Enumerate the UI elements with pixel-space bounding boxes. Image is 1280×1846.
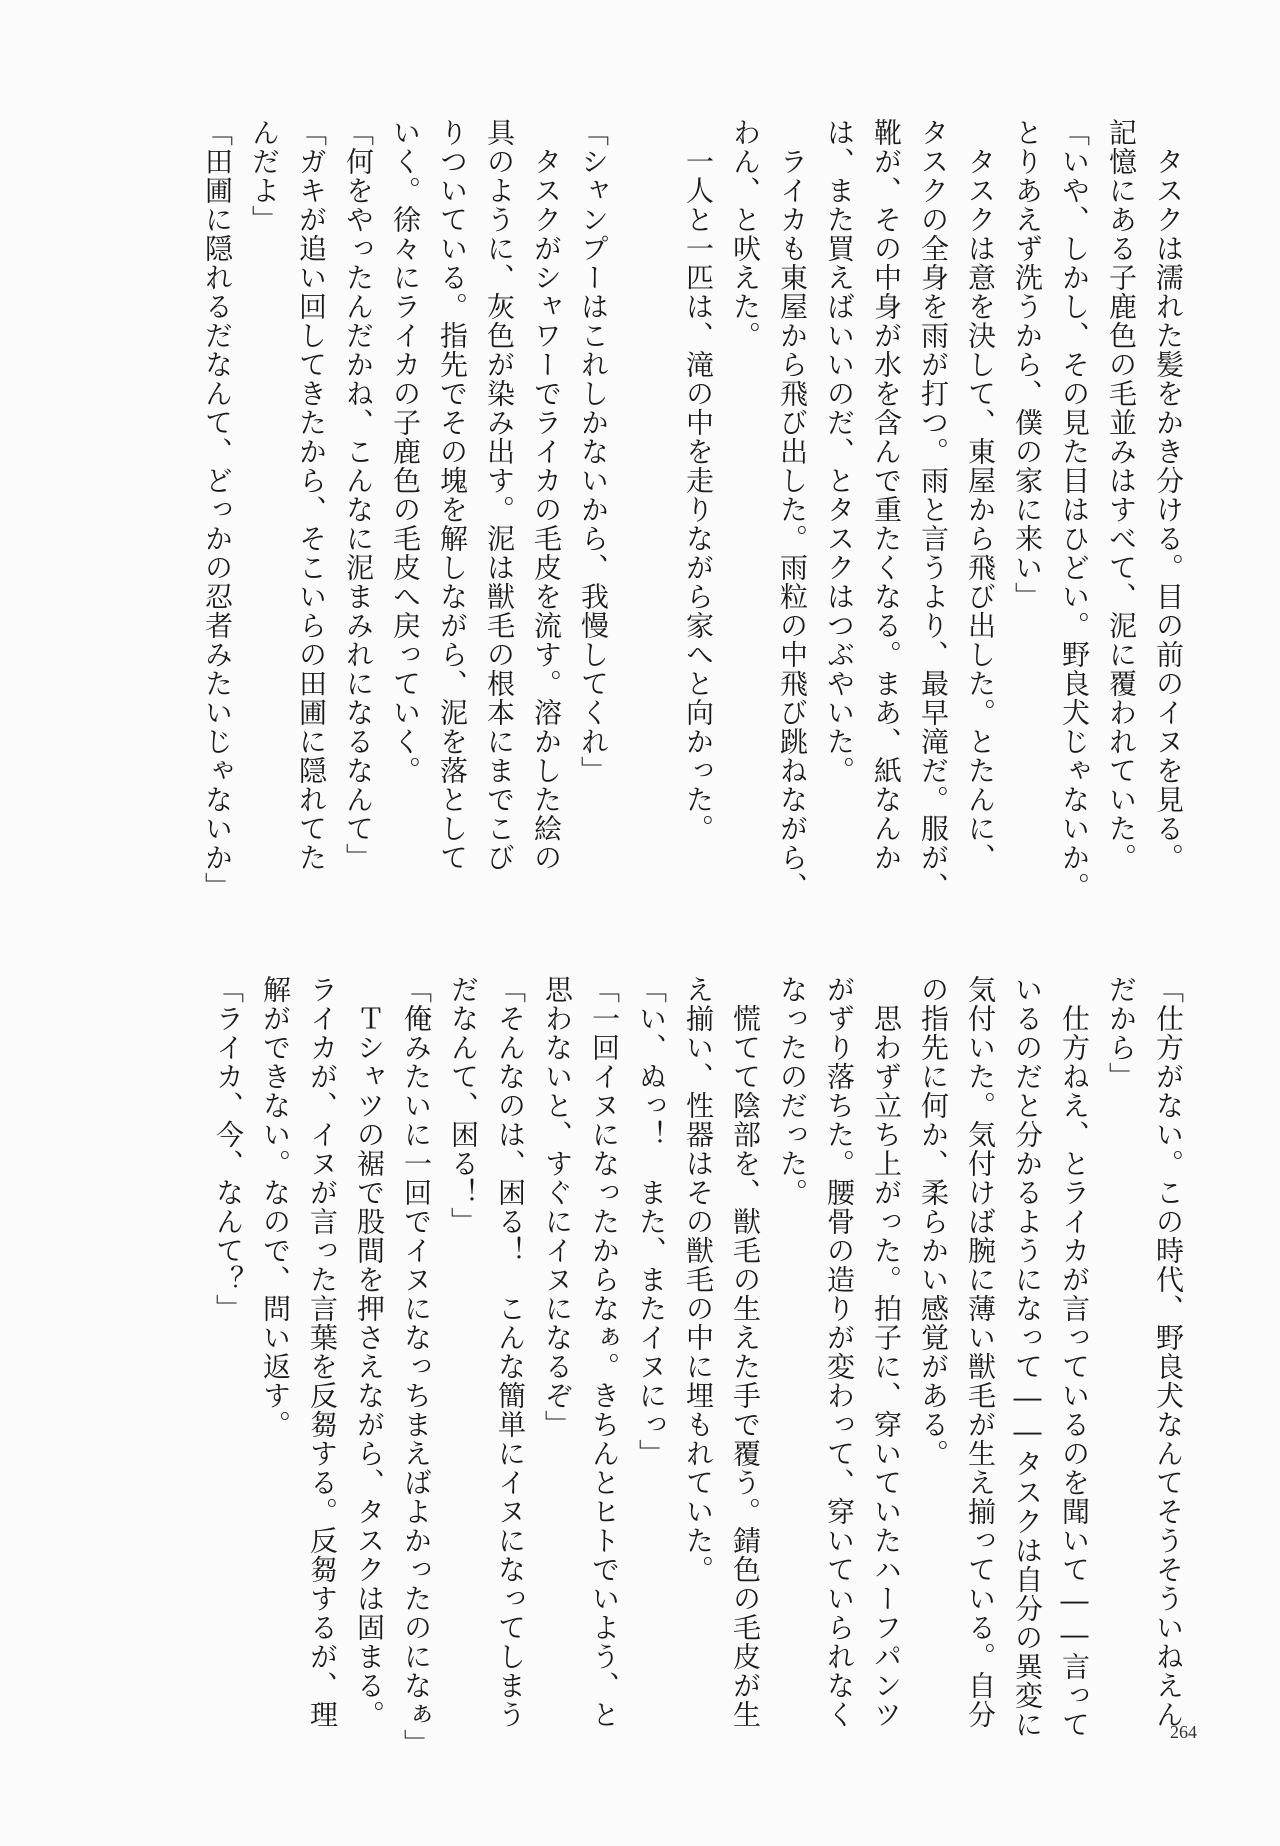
text-line: いく。徐々にライカの子鹿色の毛皮へ戻っていく。 xyxy=(389,118,422,785)
text-block-top xyxy=(194,118,1192,908)
text-line: え揃い、性器はその獣毛の中に埋もれていた。 xyxy=(682,975,715,1584)
text-line: 解ができない。なので、問い返す。 xyxy=(259,975,292,1439)
text-line: 靴が、その中身が水を含んで重たくなる。まあ、紙なんか xyxy=(870,118,903,872)
text-line: 「ガキが追い回してきたから、そこいらの田圃に隠れてた xyxy=(295,118,328,872)
text-line: んだよ」 xyxy=(248,118,281,234)
text-line: りついている。指先でその塊を解しながら、泥を落として xyxy=(436,118,469,872)
text-line: タスクの全身を雨が打つ。雨と言うより、最早滝だ。服が、 xyxy=(917,118,950,901)
text-line: わん、と吠えた。 xyxy=(729,118,762,350)
text-line: 仕方ねえ、とライカが言っているのを聞いて――言って xyxy=(1058,975,1091,1739)
text-line: 「そんなのは、困る！ こんな簡単にイヌになってしまう xyxy=(494,975,527,1729)
text-line: 「ライカ、今、なんて？」 xyxy=(212,975,245,1323)
text-line: Ｔシャツの裾で股間を押さえながら、タスクは固まる。 xyxy=(353,975,386,1729)
text-line: 「一回イヌになったからなぁ。きちんとヒトでいよう、と xyxy=(588,975,621,1729)
text-line: だなんて、困る！」 xyxy=(447,975,480,1236)
text-line: は、また買えばいいのだ、とタスクはつぶやいた。 xyxy=(823,118,856,785)
text-line: 「田圃に隠れるだなんて、どっかの忍者みたいじゃないか」 xyxy=(201,118,234,901)
text-line: なったのだった。 xyxy=(776,975,809,1207)
text-line: 記憶にある子鹿色の毛並みはすべて、泥に覆われていた。 xyxy=(1105,118,1138,872)
text-line: 「仕方がない。この時代、野良犬なんてそうそういねえん xyxy=(1152,975,1185,1729)
text-line: 慌てて陰部を、獣毛の生えた手で覆う。錆色の毛皮が生 xyxy=(729,975,762,1729)
text-line: ライカが、イヌが言った言葉を反芻する。反芻するが、理 xyxy=(306,975,339,1729)
page-number: 264 xyxy=(1170,1722,1197,1742)
text-line: ライカも東屋から飛び出した。雨粒の中飛び跳ねながら、 xyxy=(776,118,809,901)
text-line: タスクは意を決して、東屋から飛び出した。とたんに、 xyxy=(964,118,997,872)
text-line: 「いや、しかし、その見た目はひどい。野良犬じゃないか。 xyxy=(1058,118,1091,901)
text-line: だから」 xyxy=(1105,975,1138,1091)
text-line: 一人と一匹は、滝の中を走りながら家へと向かった。 xyxy=(682,118,715,843)
text-line: とりあえず洗うから、僕の家に来い」 xyxy=(1011,118,1044,611)
text-line: がずり落ちた。腰骨の造りが変わって、穿いていられなく xyxy=(823,975,856,1729)
text-line: 思わないと、すぐにイヌになるぞ」 xyxy=(541,975,574,1439)
text-line: 気付いた。気付けば腕に薄い獣毛が生え揃っている。自分 xyxy=(964,975,997,1729)
text-line: タスクは濡れた髪をかき分ける。目の前のイヌを見る。 xyxy=(1152,118,1185,872)
text-line: 思わず立ち上がった。拍子に、穿いていたハーフパンツ xyxy=(870,975,903,1729)
text-line: 「俺みたいに一回でイヌになっちまえばよかったのになぁ」 xyxy=(400,975,433,1758)
text-line: いるのだと分かるようになって――タスクは自分の異変に xyxy=(1011,975,1044,1739)
text-line: の指先に何か、柔らかい感覚がある。 xyxy=(917,975,950,1468)
text-line: 具のように、灰色が染み出す。泥は獣毛の根本にまでこび xyxy=(483,118,516,872)
text-line: タスクがシャワーでライカの毛皮を流す。溶かした絵の xyxy=(530,118,563,872)
text-line: 「シャンプーはこれしかないから、我慢してくれ」 xyxy=(577,118,610,785)
paragraph-gap xyxy=(617,118,675,908)
text-line: 「何をやったんだかね、こんなに泥まみれになるなんて」 xyxy=(342,118,375,872)
text-line: 「い、ぬっ！ また、またイヌにっ」 xyxy=(635,975,668,1468)
